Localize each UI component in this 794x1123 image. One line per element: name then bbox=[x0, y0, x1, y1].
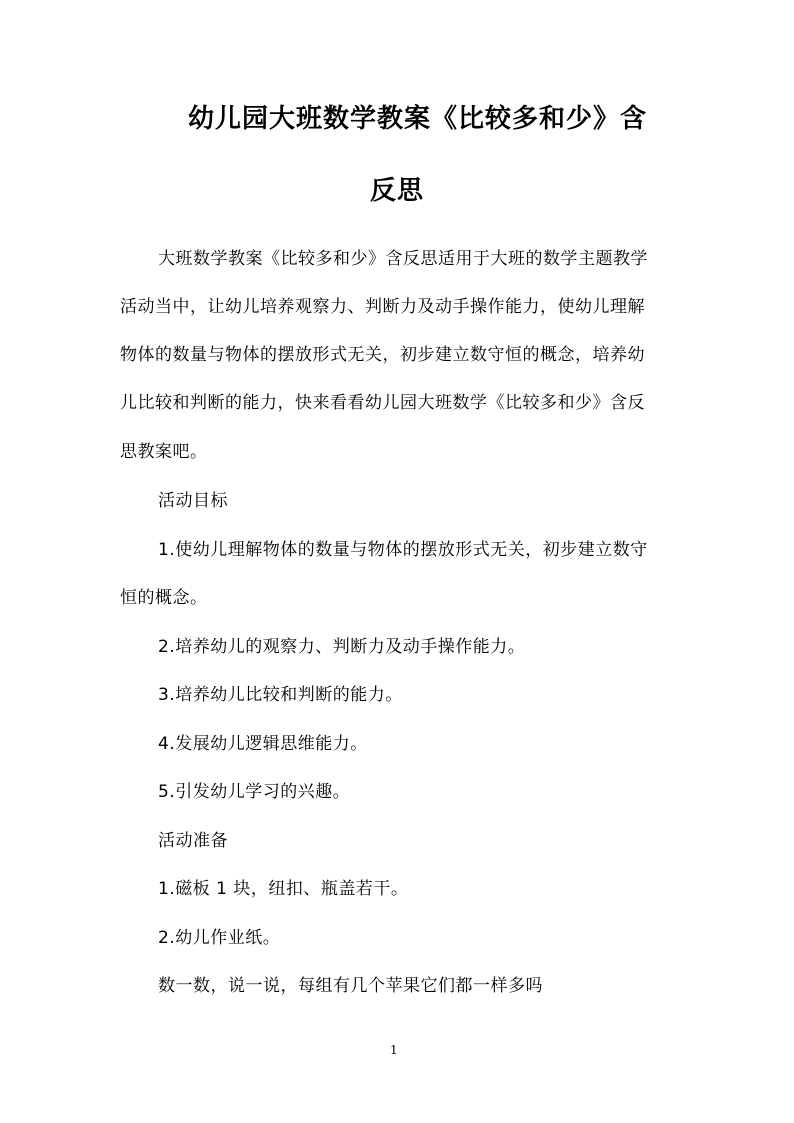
intro-line-1: 大班数学教案《比较多和少》含反思适用于大班的数学主题教学 bbox=[158, 249, 648, 269]
page-number: 1 bbox=[390, 1043, 398, 1057]
prep-1: 1.磁板 1 块，纽扣、瓶盖若干。 bbox=[158, 879, 409, 899]
intro-line-5: 思教案吧。 bbox=[120, 442, 208, 462]
goal-5: 5.引发幼儿学习的兴趣。 bbox=[158, 782, 351, 802]
goal-1-line-2: 恒的概念。 bbox=[120, 588, 208, 608]
prep-heading: 活动准备 bbox=[158, 831, 228, 851]
title-line-1: 幼儿园大班数学教案《比较多和少》含 bbox=[188, 104, 648, 134]
goal-1-line-1: 1.使幼儿理解物体的数量与物体的摆放形式无关，初步建立数守 bbox=[158, 540, 648, 560]
goal-4: 4.发展幼儿逻辑思维能力。 bbox=[158, 734, 368, 754]
goal-2: 2.培养幼儿的观察力、判断力及动手操作能力。 bbox=[158, 637, 526, 657]
goals-heading: 活动目标 bbox=[158, 491, 228, 511]
title-line-2: 反思 bbox=[370, 176, 425, 206]
intro-line-2: 活动当中，让幼儿培养观察力、判断力及动手操作能力，使幼儿理解 bbox=[120, 297, 645, 317]
intro-line-4: 儿比较和判断的能力，快来看看幼儿园大班数学《比较多和少》含反 bbox=[120, 393, 645, 413]
goal-3: 3.培养幼儿比较和判断的能力。 bbox=[158, 685, 403, 705]
prep-2: 2.幼儿作业纸。 bbox=[158, 928, 281, 948]
intro-line-3: 物体的数量与物体的摆放形式无关，初步建立数守恒的概念，培养幼 bbox=[120, 345, 645, 365]
activity-line: 数一数，说一说，每组有几个苹果它们都一样多吗 bbox=[158, 976, 543, 996]
